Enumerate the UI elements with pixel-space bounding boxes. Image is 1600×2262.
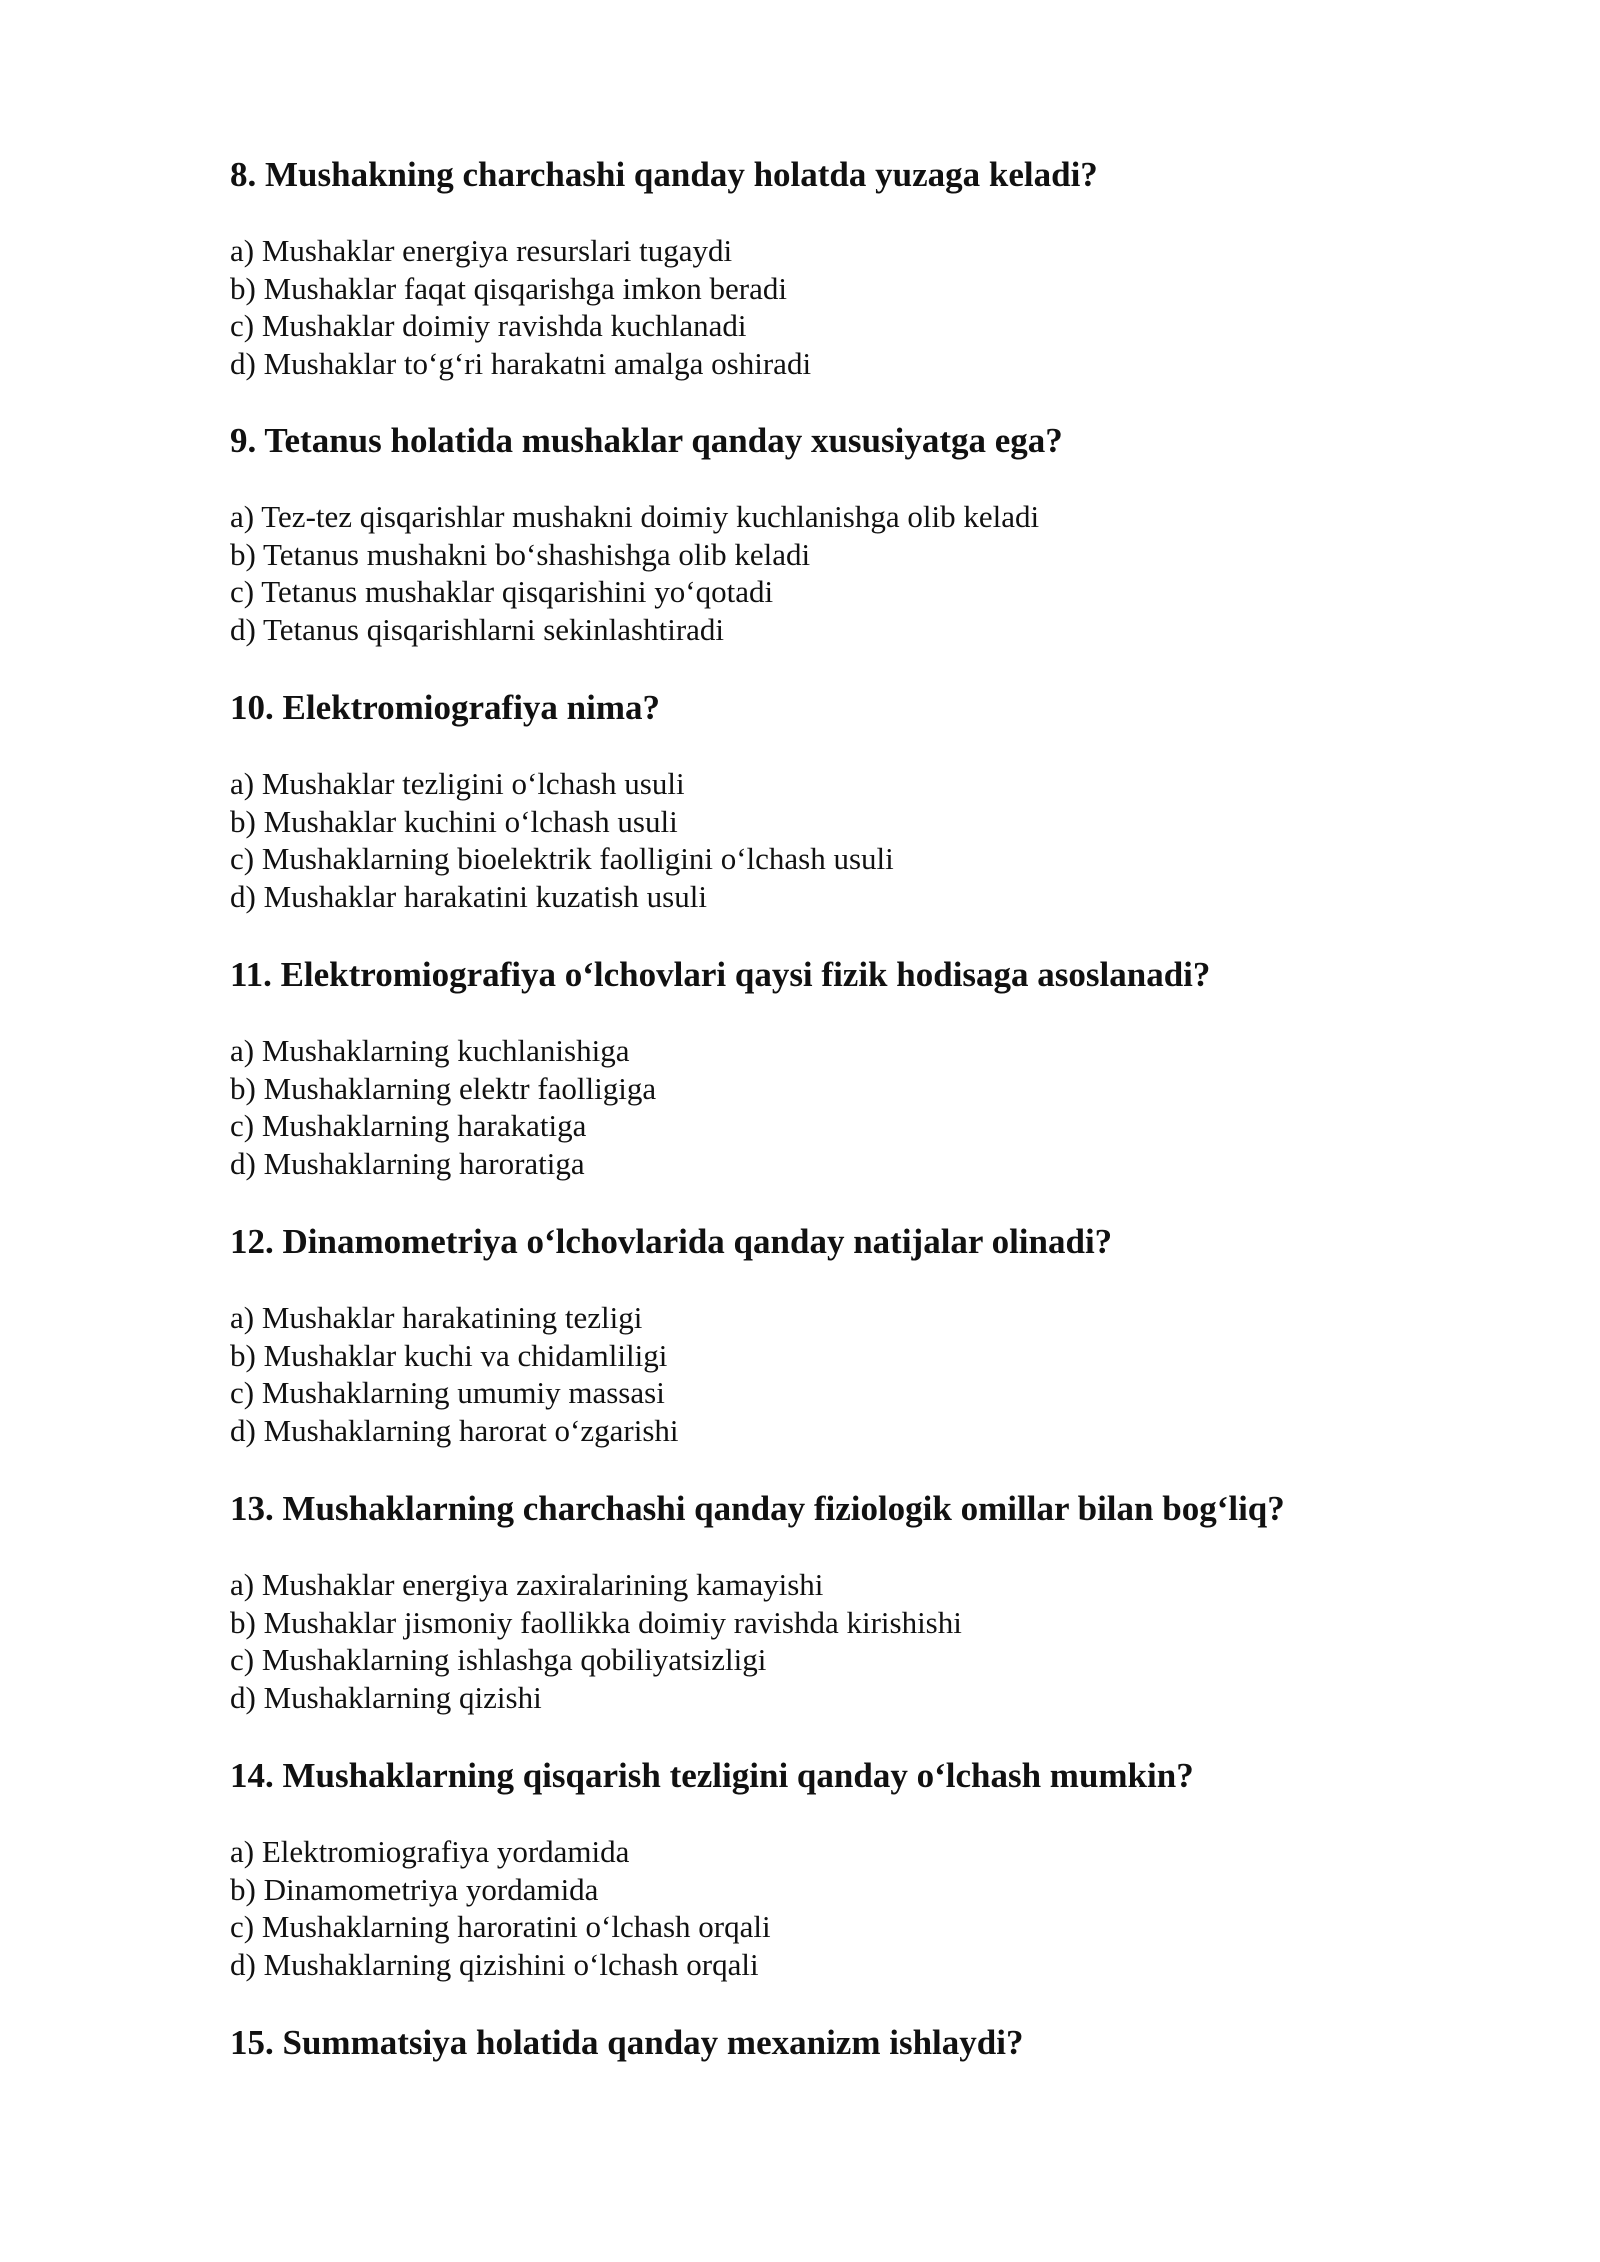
answer-option-a: a) Mushaklar harakatining tezligi <box>230 1300 643 1335</box>
question-12 <box>230 1222 1480 1449</box>
answer-option-c: c) Tetanus mushaklar qisqarishini yo‘qotadi <box>230 574 774 609</box>
answer-option-d: d) Mushaklarning qizishi <box>230 1679 542 1715</box>
answer-option-d: d) Mushaklarning harorat o‘zgarishi <box>230 1412 679 1448</box>
question-title: 14. Mushaklarning qisqarish tezligini qanday o‘lchash mumkin? <box>230 1756 1194 1795</box>
answer-option-d: d) Mushaklarning haroratiga <box>230 1145 585 1181</box>
answer-option-b: b) Mushaklarning elektr faolligiga <box>230 1070 657 1106</box>
answer-option-d: d) Mushaklarning qizishini o‘lchash orqali <box>230 1946 759 1982</box>
answer-option-b: b) Mushaklar jismoniy faollikka doimiy ravishda kirishishi <box>230 1604 962 1640</box>
question-8 <box>230 155 1480 382</box>
question-title: 9. Tetanus holatida mushaklar qanday xususiyatga ega? <box>230 421 1063 460</box>
answer-option-c: c) Mushaklarning haroratini o‘lchash orqali <box>230 1909 771 1944</box>
question-title: 10. Elektromiografiya nima? <box>230 688 661 727</box>
question-13 <box>230 1489 1480 1716</box>
answer-option-a: a) Elektromiografiya yordamida <box>230 1834 630 1869</box>
answer-option-a: a) Tez-tez qisqarishlar mushakni doimiy kuchlanishga olib keladi <box>230 499 1040 534</box>
answer-list <box>230 1833 1480 1983</box>
question-title: 13. Mushaklarning charchashi qanday fiziologik omillar bilan bog‘liq? <box>230 1489 1285 1528</box>
question-title: 12. Dinamometriya o‘lchovlarida qanday natijalar olinadi? <box>230 1222 1113 1261</box>
question-title: 11. Elektromiografiya o‘lchovlari qaysi fizik hodisaga asoslanadi? <box>230 955 1211 994</box>
answer-list <box>230 498 1480 648</box>
answer-option-b: b) Dinamometriya yordamida <box>230 1871 599 1907</box>
answer-option-b: b) Mushaklar kuchi va chidamliligi <box>230 1337 668 1373</box>
answer-option-b: b) Tetanus mushakni bo‘shashishga olib keladi <box>230 536 811 572</box>
question-14 <box>230 1756 1480 1983</box>
question-9 <box>230 421 1480 648</box>
answer-option-a: a) Mushaklar energiya zaxiralarining kamayishi <box>230 1567 824 1602</box>
answer-list <box>230 1032 1480 1182</box>
answer-list <box>230 232 1480 382</box>
answer-option-c: c) Mushaklar doimiy ravishda kuchlanadi <box>230 308 747 343</box>
answer-option-c: c) Mushaklarning ishlashga qobiliyatsizligi <box>230 1642 767 1677</box>
question-15 <box>230 2023 1480 2063</box>
question-11 <box>230 955 1480 1182</box>
answer-option-a: a) Mushaklar energiya resurslari tugaydi <box>230 233 733 268</box>
answer-list <box>230 1299 1480 1449</box>
answer-option-d: d) Mushaklar harakatini kuzatish usuli <box>230 878 707 914</box>
answer-option-b: b) Mushaklar kuchini o‘lchash usuli <box>230 803 678 839</box>
answer-option-a: a) Mushaklar tezligini o‘lchash usuli <box>230 766 685 801</box>
answer-list <box>230 1566 1480 1716</box>
answer-option-c: c) Mushaklarning umumiy massasi <box>230 1375 665 1410</box>
answer-option-b: b) Mushaklar faqat qisqarishga imkon beradi <box>230 270 787 306</box>
question-title: 15. Summatsiya holatida qanday mexanizm ishlaydi? <box>230 2023 1024 2062</box>
question-title: 8. Mushakning charchashi qanday holatda yuzaga keladi? <box>230 155 1098 194</box>
answer-option-d: d) Tetanus qisqarishlarni sekinlashtiradi <box>230 611 725 647</box>
answer-option-c: c) Mushaklarning bioelektrik faolligini o‘lchash usuli <box>230 841 894 876</box>
question-10 <box>230 688 1480 915</box>
answer-option-c: c) Mushaklarning harakatiga <box>230 1108 587 1143</box>
answer-option-a: a) Mushaklarning kuchlanishiga <box>230 1033 630 1068</box>
answer-list <box>230 765 1480 915</box>
answer-option-d: d) Mushaklar to‘g‘ri harakatni amalga oshiradi <box>230 345 812 381</box>
